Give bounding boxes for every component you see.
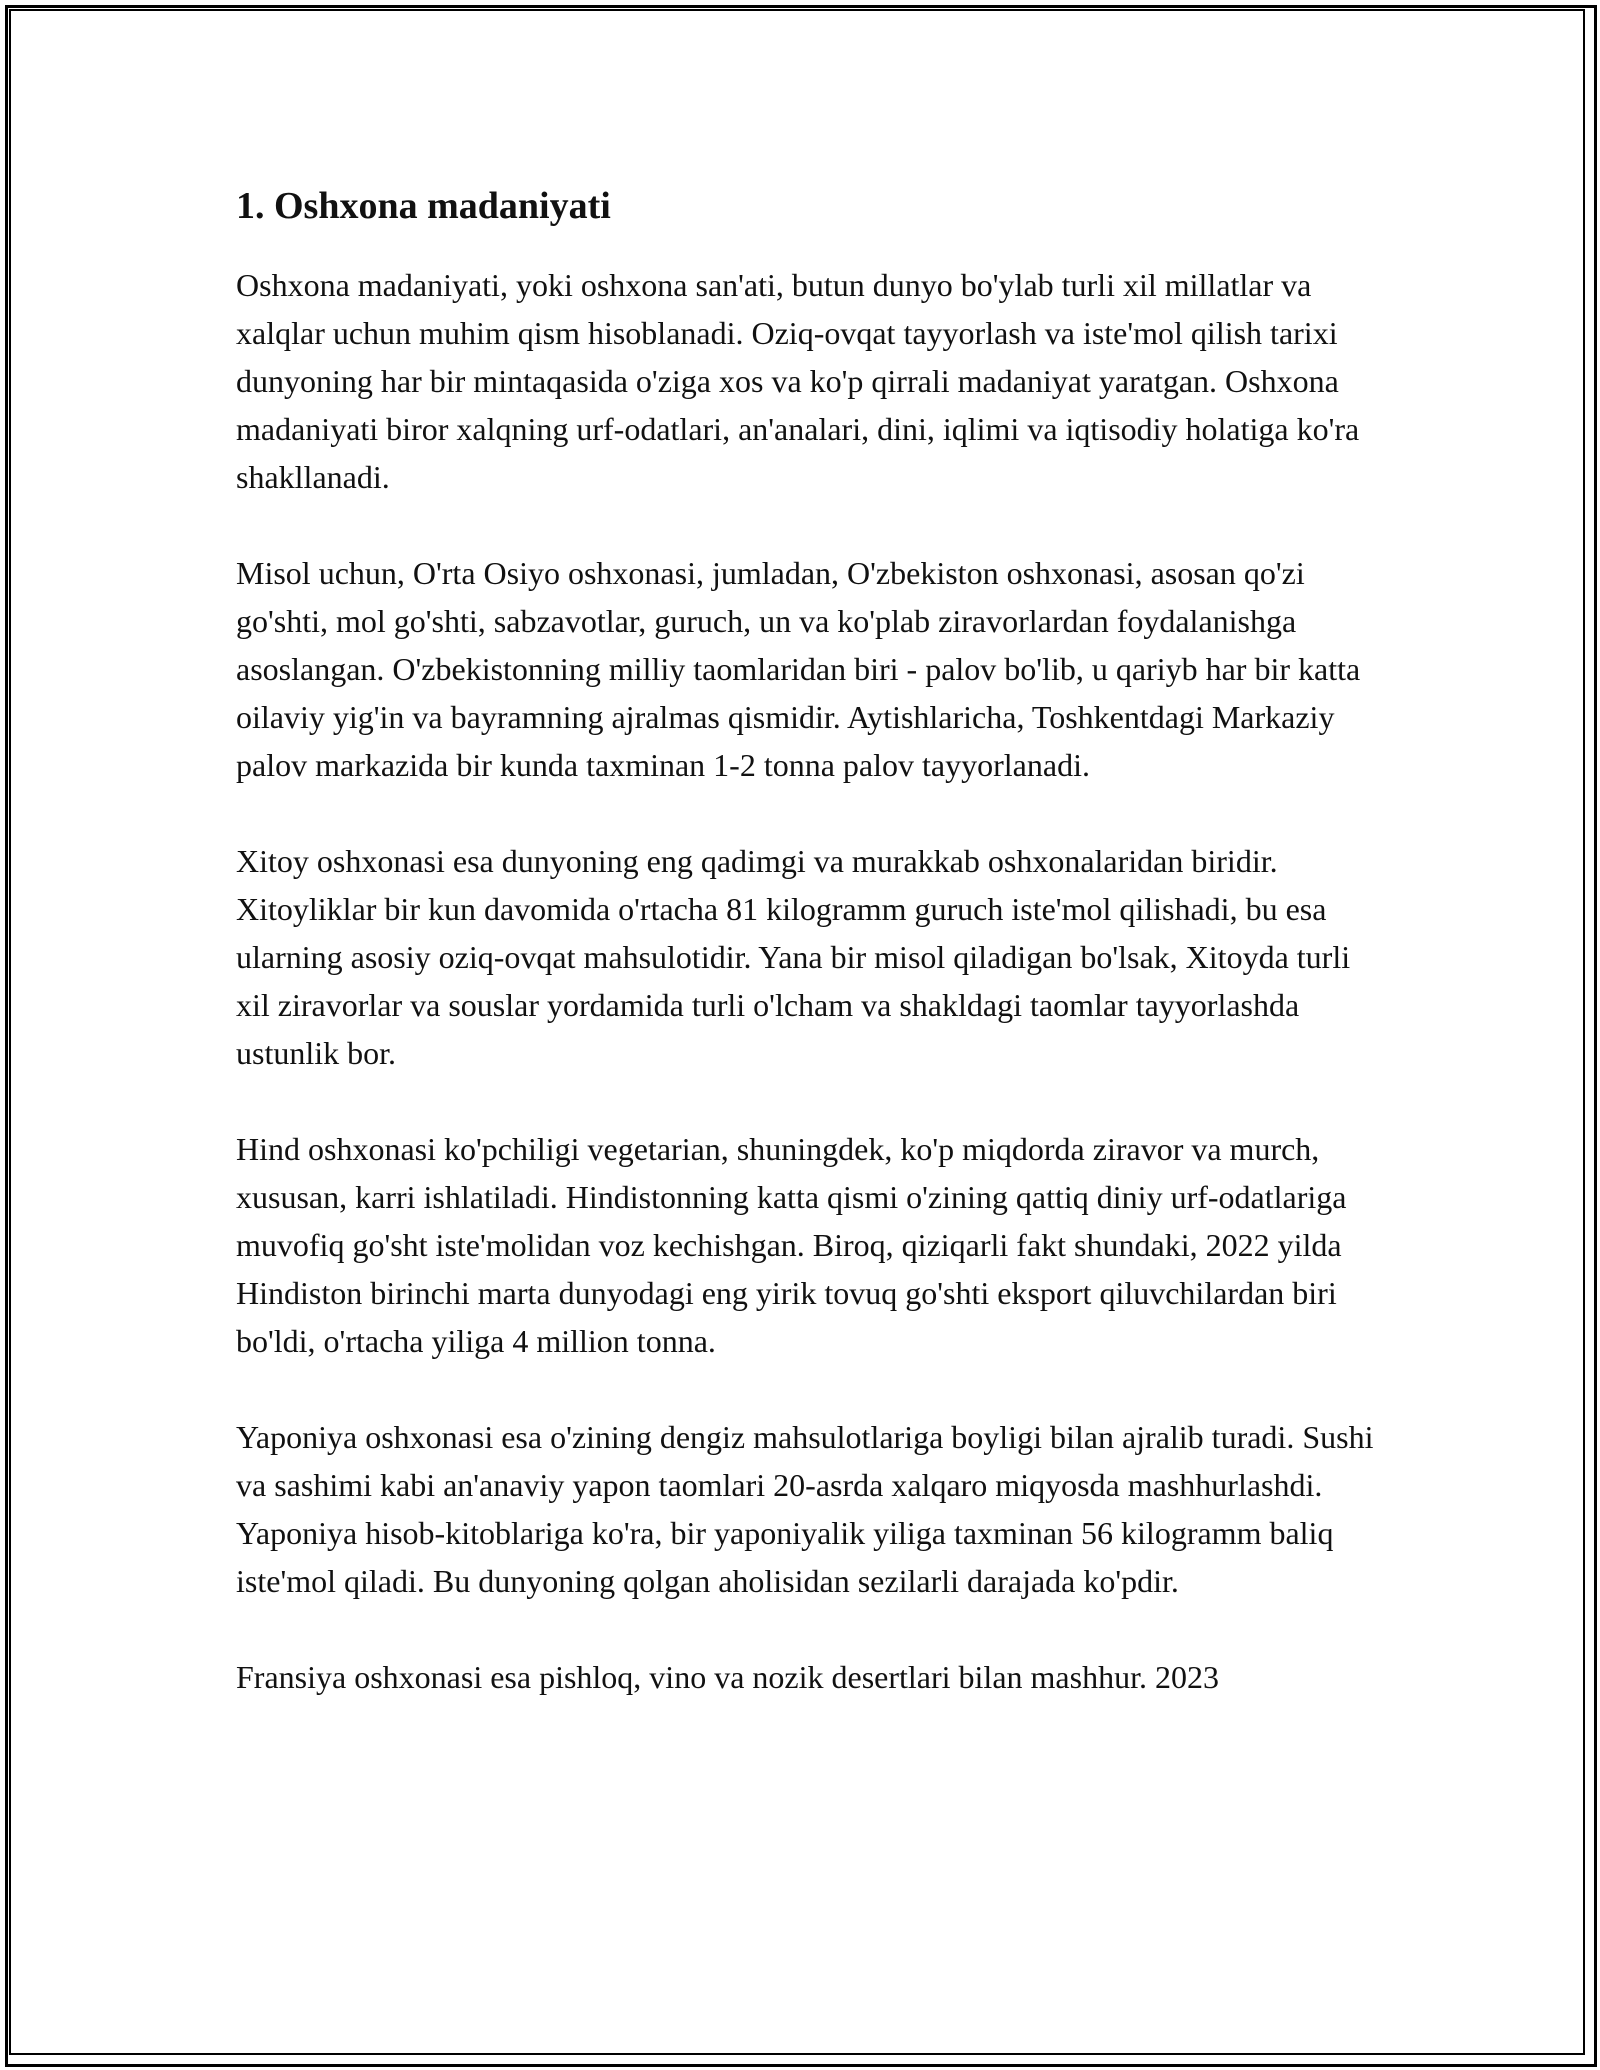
paragraph-france: Fransiya oshxonasi esa pishloq, vino va nozik desertlari bilan mashhur. 2023 [236, 1659, 1219, 1696]
paragraph-china: Xitoy oshxonasi esa dunyoning eng qadimgi va murakkab oshxonalaridan biridir. Xitoyliklar bir kun davomida o'rtacha 81 kilogramm guruch iste'mol qilishadi, bu esa ularning asosiy oziq-ovqat mahsulotidir. Yana bir misol qiladigan bo'lsak, Xitoyda turli xil ziravorlar va souslar yordamida turli o'lcham va shakldagi taomlar tayyorlashda ustunlik bor. [236, 843, 1351, 1072]
document-body [236, 182, 1386, 1749]
paragraph-intro: Oshxona madaniyati, yoki oshxona san'ati, butun dunyo bo'ylab turli xil millatlar va xalqlar uchun muhim qism hisoblanadi. Oziq-ovqat tayyorlash va iste'mol qilish tarixi dunyoning har bir mintaqasida o'ziga xos va ko'p qirrali madaniyat yaratgan. Oshxona madaniyati biror xalqning urf-odatlari, an'analari, dini, iqlimi va iqtisodiy holatiga ko'ra shakllanadi. [236, 267, 1360, 496]
paragraph-japan: Yaponiya oshxonasi esa o'zining dengiz mahsulotlariga boyligi bilan ajralib turadi. Sushi va sashimi kabi an'anaviy yapon taomlari 20-asrda xalqaro miqyosda mashhurlashdi. Yaponiya hisob-kitoblariga ko'ra, bir yaponiyalik yiliga taxminan 56 kilogramm baliq iste'mol qiladi. Bu dunyoning qolgan aholisidan sezilarli darajada ko'pdir. [236, 1419, 1374, 1600]
section-title: 1. Oshxona madaniyati [236, 185, 611, 227]
paragraph-india: Hind oshxonasi ko'pchiligi vegetarian, shuningdek, ko'p miqdorda ziravor va murch, xususan, karri ishlatiladi. Hindistonning katta qismi o'zining qattiq diniy urf-odatlariga muvofiq go'sht iste'molidan voz kechishgan. Biroq, qiziqarli fakt shundaki, 2022 yilda Hindiston birinchi marta dunyodagi eng yirik tovuq go'shti eksport qiluvchilardan biri bo'ldi, o'rtacha yiliga 4 million tonna. [236, 1131, 1347, 1360]
paragraph-central-asia: Misol uchun, O'rta Osiyo oshxonasi, jumladan, O'zbekiston oshxonasi, asosan qo'zi go'shti, mol go'shti, sabzavotlar, guruch, un va ko'plab ziravorlardan foydalanishga asoslangan. O'zbekistonning milliy taomlaridan biri - palov bo'lib, u qariyb har bir katta oilaviy yig'in va bayramning ajralmas qismidir. Aytishlaricha, Toshkentdagi Markaziy palov markazida bir kunda taxminan 1-2 tonna palov tayyorlanadi. [236, 555, 1361, 784]
